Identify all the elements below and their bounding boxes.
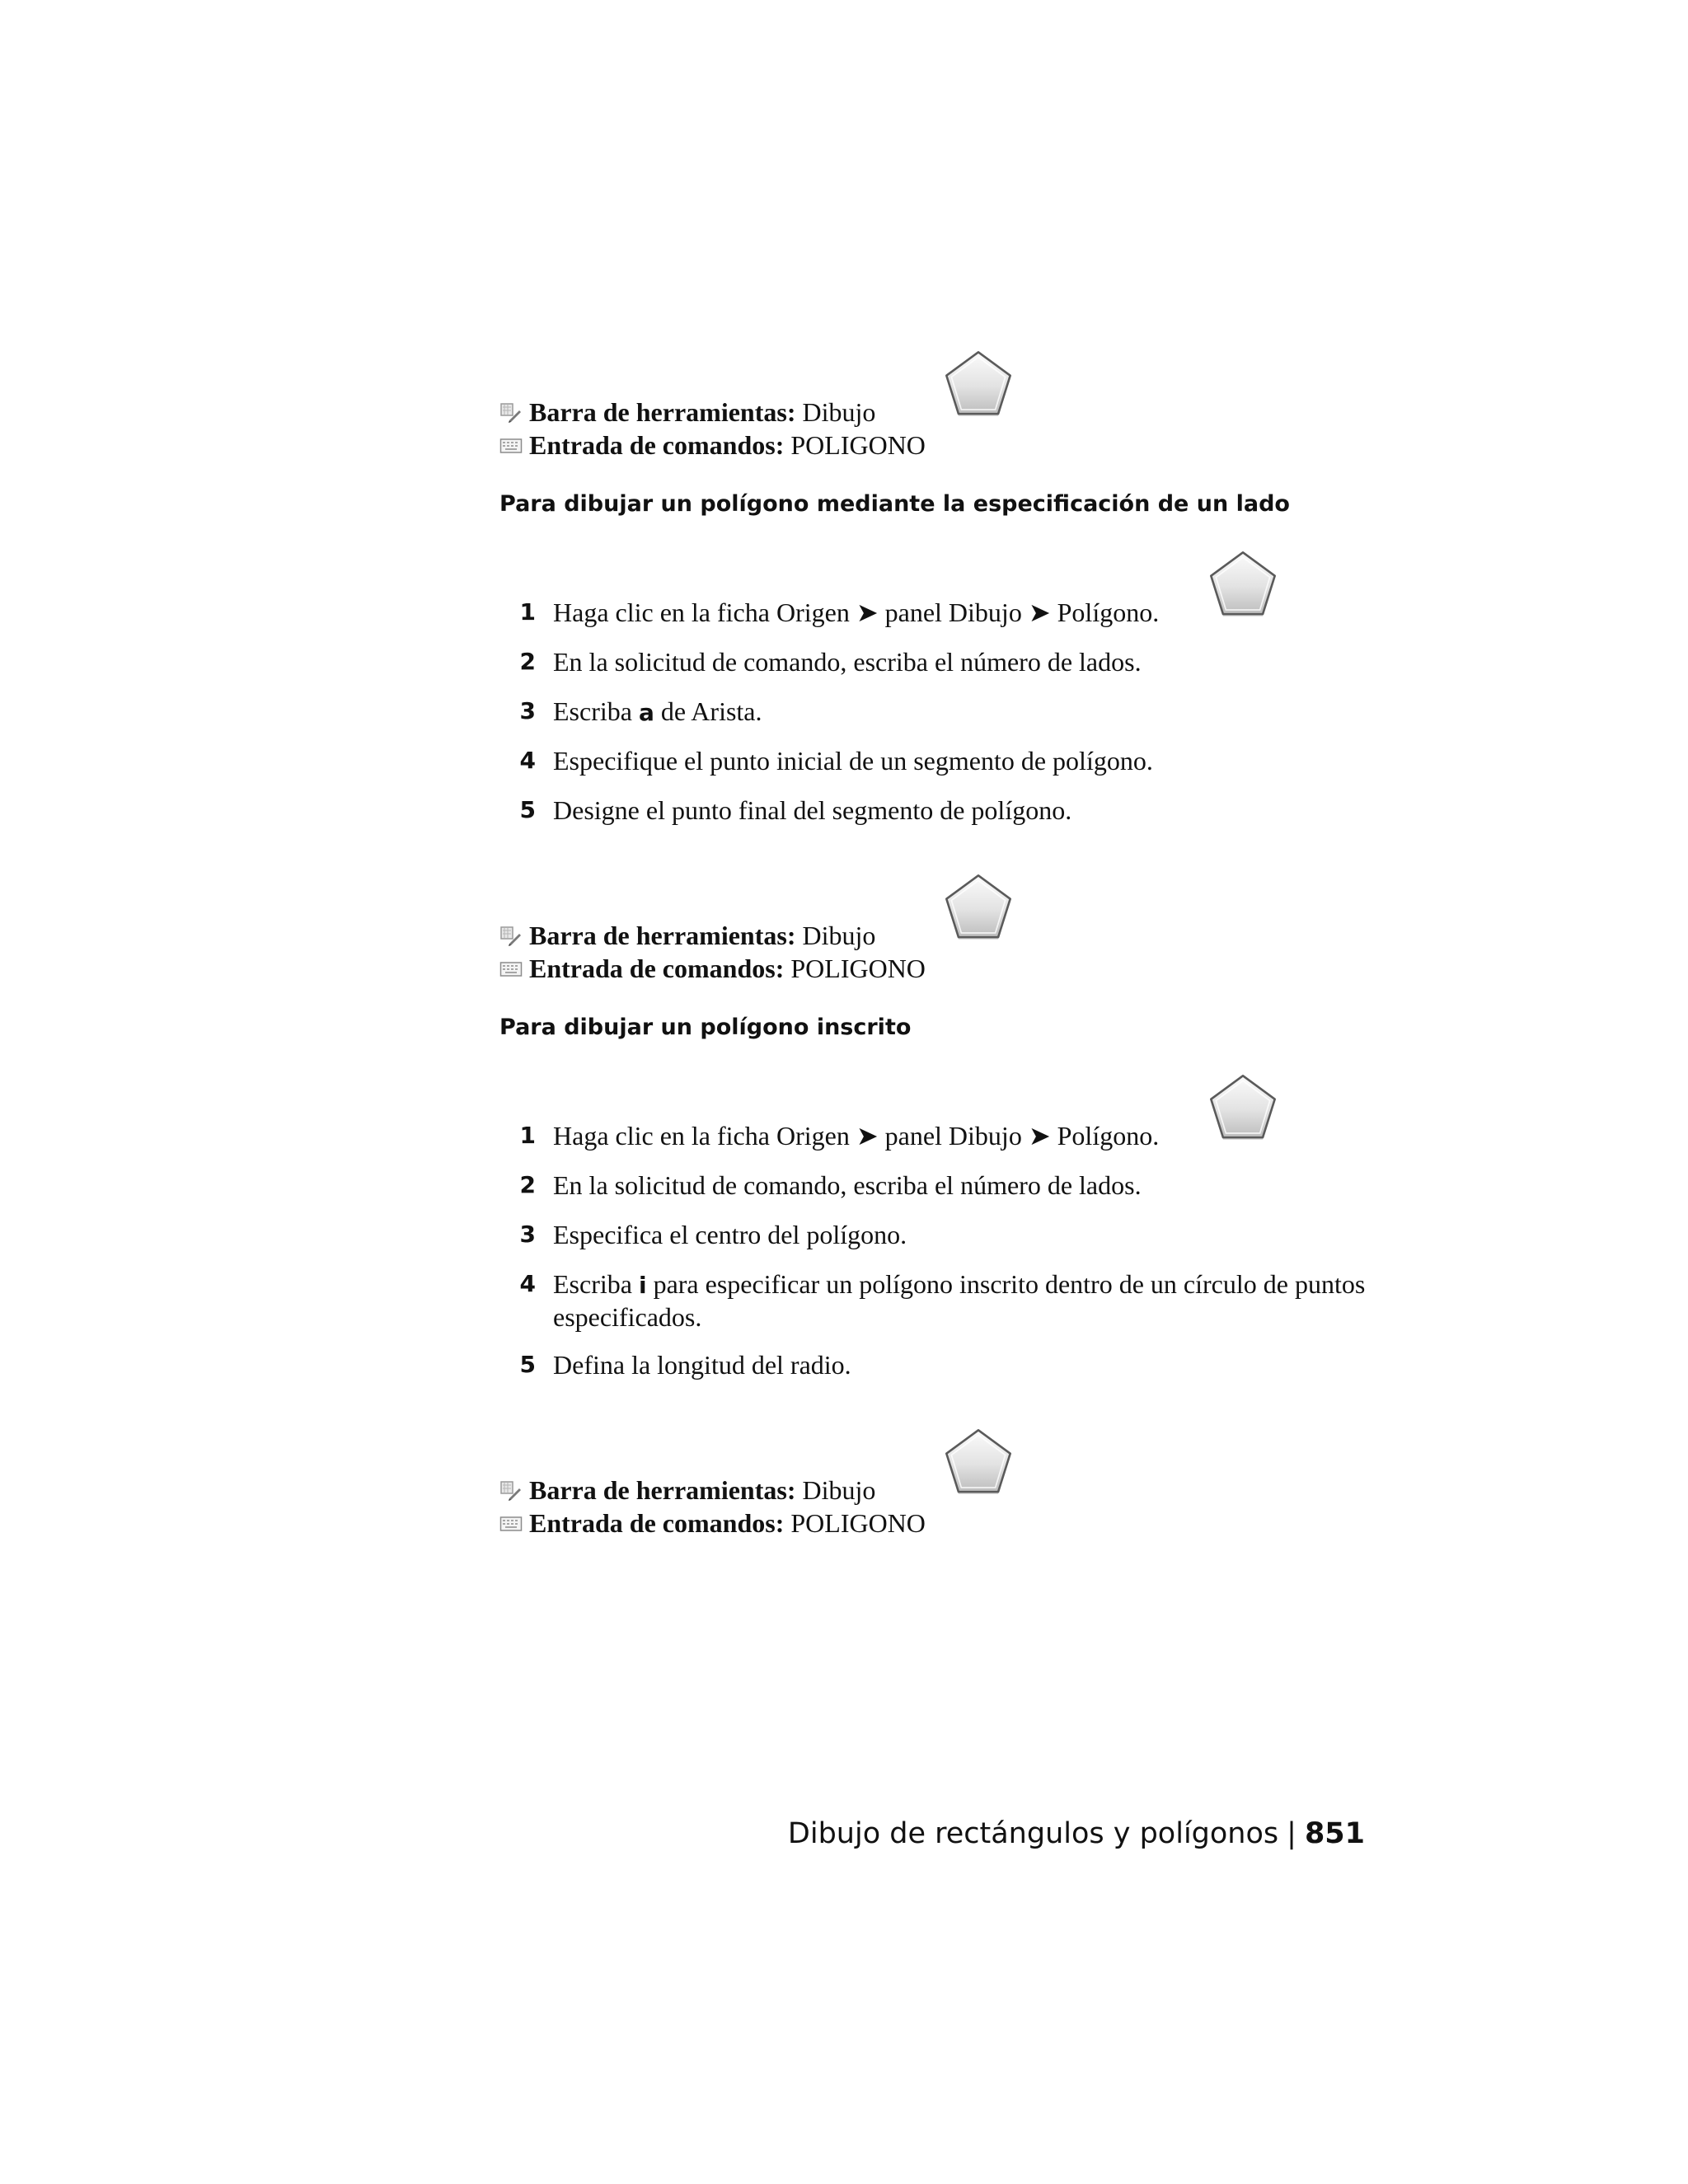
toolbar-label: Barra de herramientas: [529, 921, 796, 950]
pentagon-icon[interactable] [943, 1427, 1014, 1497]
toolbar-line [499, 919, 875, 952]
footer-separator: | [1287, 1817, 1296, 1850]
step-text [553, 1268, 1377, 1333]
step-text-pre: Escriba [553, 1269, 639, 1299]
step-number: 4 [519, 747, 536, 774]
command-line [499, 952, 926, 985]
step-number: 4 [519, 1270, 536, 1297]
step-number: 3 [519, 697, 536, 724]
toolbar-label: Barra de herramientas: [529, 397, 796, 427]
command-label: Entrada de comandos: [529, 1508, 785, 1538]
section-heading: Para dibujar un polígono mediante la especificación de un lado [499, 491, 1290, 517]
footer-title: Dibujo de rectángulos y polígonos [787, 1817, 1279, 1850]
step-text-post: de Arista. [654, 696, 762, 726]
step-text: En la solicitud de comando, escriba el número de lados. [553, 1170, 1142, 1200]
step-text-post: para especificar un polígono inscrito dentro de un círculo de puntos especificados. [553, 1269, 1366, 1332]
pentagon-icon[interactable] [943, 349, 1014, 419]
keyboard-icon [499, 1513, 523, 1535]
command-line [499, 1507, 926, 1540]
step-keyword: a [638, 699, 654, 726]
step-number: 1 [519, 1122, 536, 1149]
toolbar-line [499, 396, 875, 429]
step-number: 1 [519, 598, 536, 626]
keyboard-icon [499, 435, 523, 457]
toolbar-label: Barra de herramientas: [529, 1475, 796, 1505]
command-label: Entrada de comandos: [529, 430, 785, 460]
section-heading: Para dibujar un polígono inscrito [499, 1015, 912, 1040]
toolbar-icon [499, 1480, 523, 1502]
step-number: 2 [519, 1171, 536, 1198]
pentagon-icon[interactable] [943, 872, 1014, 943]
toolbar-value: Dibujo [802, 921, 876, 950]
step-keyword: i [638, 1272, 647, 1299]
step-text-pre: Escriba [553, 696, 639, 726]
page-number: 851 [1304, 1817, 1365, 1850]
command-label: Entrada de comandos: [529, 954, 785, 983]
toolbar-value: Dibujo [802, 397, 876, 427]
toolbar-line [499, 1474, 875, 1507]
command-value: POLIGONO [790, 1508, 926, 1538]
page-footer [788, 1817, 1365, 1850]
step-number: 3 [519, 1221, 536, 1248]
step-number: 2 [519, 648, 536, 675]
step-text [553, 696, 1369, 729]
command-value: POLIGONO [790, 954, 926, 983]
step-text: Haga clic en la ficha Origen ➤ panel Dibujo ➤ Polígono. [553, 1121, 1160, 1151]
command-line [499, 429, 926, 462]
step-text: Designe el punto final del segmento de polígono. [553, 795, 1072, 825]
keyboard-icon [499, 958, 523, 980]
step-number: 5 [519, 1351, 536, 1378]
step-number: 5 [519, 796, 536, 823]
toolbar-icon [499, 402, 523, 424]
step-text: Especifica el centro del polígono. [553, 1220, 907, 1249]
step-text: Haga clic en la ficha Origen ➤ panel Dibujo ➤ Polígono. [553, 598, 1160, 627]
toolbar-value: Dibujo [802, 1475, 876, 1505]
command-value: POLIGONO [790, 430, 926, 460]
toolbar-icon [499, 926, 523, 947]
step-text: Especifique el punto inicial de un segmento de polígono. [553, 746, 1153, 776]
step-text: En la solicitud de comando, escriba el número de lados. [553, 647, 1142, 677]
step-text: Defina la longitud del radio. [553, 1350, 851, 1380]
